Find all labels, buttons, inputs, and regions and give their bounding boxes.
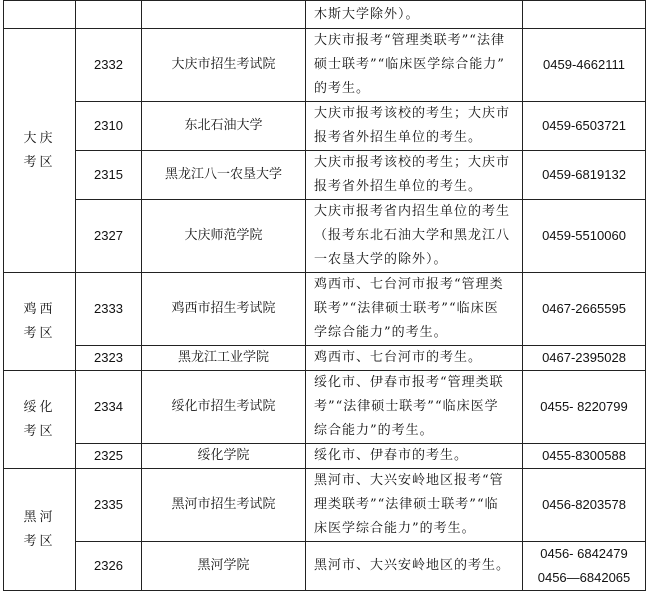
institution-cell: 黑龙江工业学院 (142, 346, 306, 371)
institution-cell: 绥化市招生考试院 (142, 371, 306, 444)
phone-cell-empty (523, 1, 646, 29)
phone-cell: 0455-8300588 (523, 444, 646, 469)
table-row (4, 200, 646, 273)
table-row (4, 273, 646, 346)
code-cell: 2325 (76, 444, 142, 469)
table-row (4, 1, 646, 29)
table-row (4, 542, 646, 591)
table-row (4, 346, 646, 371)
institution-cell: 黑河市招生考试院 (142, 469, 306, 542)
table-row (4, 102, 646, 151)
phone-cell: 0459-6819132 (523, 151, 646, 200)
region-cell: 绥化 考区 (4, 371, 76, 469)
exam-site-table (3, 0, 646, 591)
name-cell-empty (142, 1, 306, 29)
desc-cell: 黑河市、大兴安岭地区报考“管 理类联考”“法律硕士联考”“临 床医学综合能力”的考生。 (306, 469, 523, 542)
institution-cell: 鸡西市招生考试院 (142, 273, 306, 346)
phone-cell: 0459-6503721 (523, 102, 646, 151)
institution-cell: 黑河学院 (142, 542, 306, 591)
institution-cell: 黑龙江八一农垦大学 (142, 151, 306, 200)
code-cell: 2326 (76, 542, 142, 591)
desc-cell: 大庆市报考该校的考生；大庆市 报考省外招生单位的考生。 (306, 151, 523, 200)
institution-cell: 大庆师范学院 (142, 200, 306, 273)
region-cell: 鸡西 考区 (4, 273, 76, 371)
code-cell: 2327 (76, 200, 142, 273)
table-row (4, 29, 646, 102)
desc-cell: 大庆市报考省内招生单位的考生 （报考东北石油大学和黑龙江八 一农垦大学的除外）。 (306, 200, 523, 273)
code-cell: 2333 (76, 273, 142, 346)
desc-cell: 黑河市、大兴安岭地区的考生。 (306, 542, 523, 591)
code-cell: 2332 (76, 29, 142, 102)
code-cell: 2335 (76, 469, 142, 542)
phone-cell: 0456-8203578 (523, 469, 646, 542)
table-row (4, 444, 646, 469)
table-row (4, 371, 646, 444)
table-row (4, 151, 646, 200)
code-cell-empty (76, 1, 142, 29)
desc-cell: 木斯大学除外）。 (306, 1, 523, 29)
code-cell: 2323 (76, 346, 142, 371)
phone-cell: 0467-2665595 (523, 273, 646, 346)
institution-cell: 东北石油大学 (142, 102, 306, 151)
desc-cell: 绥化市、伊春市的考生。 (306, 444, 523, 469)
desc-cell: 鸡西市、七台河市的考生。 (306, 346, 523, 371)
code-cell: 2310 (76, 102, 142, 151)
region-cell-empty (4, 1, 76, 29)
phone-cell: 0459-4662111 (523, 29, 646, 102)
desc-cell: 绥化市、伊春市报考“管理类联 考”“法律硕士联考”“临床医学 综合能力”的考生。 (306, 371, 523, 444)
region-cell: 大庆 考区 (4, 29, 76, 273)
region-cell: 黑河 考区 (4, 469, 76, 591)
table-row (4, 469, 646, 542)
code-cell: 2315 (76, 151, 142, 200)
phone-cell: 0456- 6842479 0456—6842065 (523, 542, 646, 591)
desc-cell: 大庆市报考“管理类联考”“法律 硕士联考”“临床医学综合能力” 的考生。 (306, 29, 523, 102)
institution-cell: 绥化学院 (142, 444, 306, 469)
code-cell: 2334 (76, 371, 142, 444)
phone-cell: 0459-5510060 (523, 200, 646, 273)
phone-cell: 0455- 8220799 (523, 371, 646, 444)
institution-cell: 大庆市招生考试院 (142, 29, 306, 102)
desc-cell: 鸡西市、七台河市报考“管理类 联考”“法律硕士联考”“临床医 学综合能力”的考生。 (306, 273, 523, 346)
desc-cell: 大庆市报考该校的考生；大庆市 报考省外招生单位的考生。 (306, 102, 523, 151)
phone-cell: 0467-2395028 (523, 346, 646, 371)
